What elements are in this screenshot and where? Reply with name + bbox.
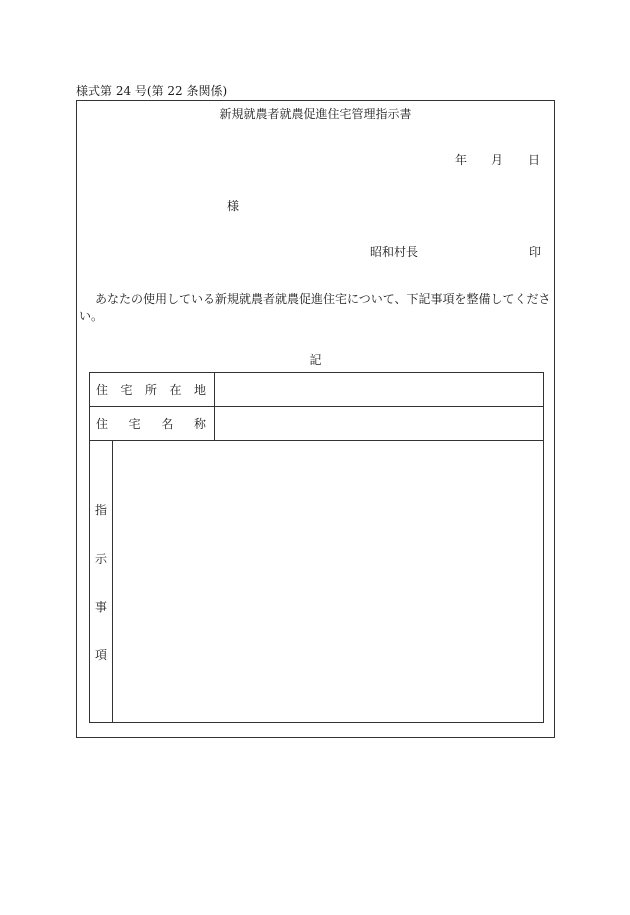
label-char: 称: [193, 417, 206, 431]
date-day-label: 日: [528, 153, 541, 167]
label-char: 宅: [128, 417, 141, 431]
label-char: 住: [96, 417, 109, 431]
label-char: 所: [144, 383, 157, 397]
date-year-label: 年: [455, 153, 468, 167]
label-char: 指: [94, 503, 107, 517]
row-instructions: [90, 441, 543, 722]
label-char: 在: [169, 383, 182, 397]
housing-address-label: [90, 373, 215, 406]
housing-name-label: [90, 407, 215, 440]
instruction-body: あなたの使用している新規就農者就農促進住宅について、下記事項を整備してください。: [79, 292, 551, 323]
instructions-value[interactable]: [113, 441, 543, 722]
label-char: 地: [193, 383, 206, 397]
seal-mark: 印: [529, 245, 542, 259]
addressee-honorific: 様: [227, 199, 240, 213]
label-char: 項: [94, 648, 107, 662]
row-housing-name: [90, 407, 543, 441]
label-char: 住: [96, 383, 109, 397]
row-housing-address: [90, 373, 543, 407]
document-title: 新規就農者就農促進住宅管理指示書: [219, 107, 412, 121]
label-char: 名: [161, 417, 174, 431]
housing-address-value[interactable]: [215, 373, 543, 406]
instructions-label: [90, 441, 113, 722]
date-month-label: 月: [491, 153, 504, 167]
issuer-name: 昭和村長: [370, 245, 419, 259]
ki-heading: 記: [309, 353, 322, 367]
label-char: 示: [94, 552, 107, 566]
form-number-label: 様式第 24 号(第 22 条関係): [76, 84, 228, 98]
label-char: 事: [94, 600, 107, 614]
document-frame: [76, 100, 555, 738]
detail-table: [89, 372, 544, 723]
housing-name-value[interactable]: [215, 407, 543, 440]
label-char: 宅: [120, 383, 133, 397]
